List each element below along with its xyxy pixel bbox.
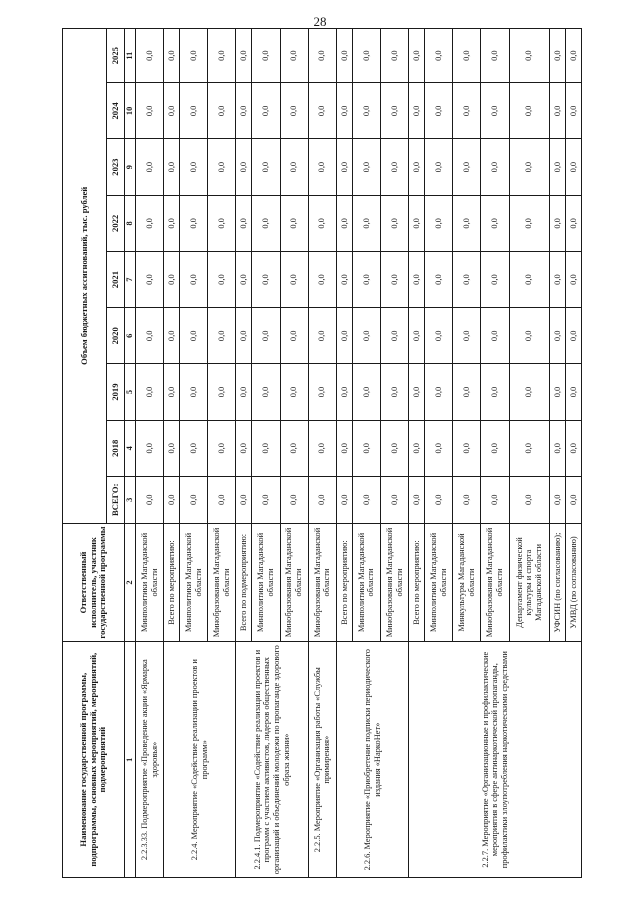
row-year-value: 0,0 [565, 308, 581, 364]
column-index: 8 [125, 195, 136, 251]
row-year-value: 0,0 [549, 83, 565, 139]
row-total-value: 0,0 [509, 476, 549, 523]
budget-table-region [62, 28, 582, 878]
row-year-value: 0,0 [336, 308, 352, 364]
row-year-value: 0,0 [381, 364, 409, 420]
row-year-value: 0,0 [280, 139, 308, 195]
row-year-value: 0,0 [352, 83, 380, 139]
row-year-value: 0,0 [308, 83, 336, 139]
row-year-value: 0,0 [565, 83, 581, 139]
row-year-value: 0,0 [481, 195, 509, 251]
row-year-value: 0,0 [425, 83, 453, 139]
row-year-value: 0,0 [409, 29, 425, 83]
header-executor: Ответственный исполнитель, участник государственной программы [63, 523, 125, 642]
row-year-value: 0,0 [208, 308, 236, 364]
row-year-value: 0,0 [308, 29, 336, 83]
row-year-value: 0,0 [409, 308, 425, 364]
row-year-value: 0,0 [164, 420, 180, 476]
table-row [236, 29, 252, 878]
table-row [164, 29, 180, 878]
header-budget-volume: Объем бюджетных ассигнований, тыс. рублей [63, 29, 107, 524]
row-year-value: 0,0 [136, 420, 164, 476]
column-index: 3 [125, 476, 136, 523]
row-year-value: 0,0 [453, 251, 481, 307]
row-year-value: 0,0 [252, 420, 280, 476]
table-row [308, 29, 336, 878]
row-year-value: 0,0 [164, 308, 180, 364]
table-row [336, 29, 352, 878]
header-year: 2024 [107, 83, 125, 139]
header-total: ВСЕГО: [107, 476, 125, 523]
column-index: 7 [125, 251, 136, 307]
row-total-value: 0,0 [549, 476, 565, 523]
row-total-value: 0,0 [481, 476, 509, 523]
row-year-value: 0,0 [136, 29, 164, 83]
row-year-value: 0,0 [164, 364, 180, 420]
row-year-value: 0,0 [481, 420, 509, 476]
row-year-value: 0,0 [180, 308, 208, 364]
row-measure-name: 2.2.3.33. Подмероприятие «Проведение акции «Ярмарка здоровья» [136, 642, 164, 878]
row-year-value: 0,0 [208, 139, 236, 195]
row-year-value: 0,0 [236, 29, 252, 83]
row-year-value: 0,0 [164, 251, 180, 307]
row-measure-name: 2.2.6. Мероприятие «Приобретение подписки периодического издания «НаркоНет» [336, 642, 408, 878]
row-year-value: 0,0 [136, 139, 164, 195]
row-year-value: 0,0 [164, 29, 180, 83]
row-year-value: 0,0 [425, 308, 453, 364]
page-number: 28 [313, 14, 327, 29]
row-year-value: 0,0 [136, 364, 164, 420]
row-year-value: 0,0 [549, 195, 565, 251]
row-year-value: 0,0 [565, 29, 581, 83]
row-year-value: 0,0 [180, 29, 208, 83]
row-year-value: 0,0 [453, 364, 481, 420]
row-year-value: 0,0 [352, 251, 380, 307]
row-year-value: 0,0 [308, 308, 336, 364]
row-year-value: 0,0 [481, 308, 509, 364]
header-year: 2020 [107, 308, 125, 364]
row-executor: Минполитики Магаданской области [136, 523, 164, 642]
row-executor: Минполитики Магаданской области [425, 523, 453, 642]
row-year-value: 0,0 [409, 195, 425, 251]
column-index: 1 [125, 642, 136, 878]
table-row [136, 29, 164, 878]
row-total-value: 0,0 [425, 476, 453, 523]
row-year-value: 0,0 [236, 139, 252, 195]
row-year-value: 0,0 [425, 251, 453, 307]
row-year-value: 0,0 [509, 29, 549, 83]
row-year-value: 0,0 [352, 364, 380, 420]
row-total-value: 0,0 [409, 476, 425, 523]
row-executor: Всего по подмероприятию: [236, 523, 252, 642]
row-year-value: 0,0 [208, 83, 236, 139]
row-year-value: 0,0 [509, 83, 549, 139]
row-year-value: 0,0 [280, 195, 308, 251]
row-year-value: 0,0 [352, 308, 380, 364]
row-year-value: 0,0 [336, 83, 352, 139]
row-year-value: 0,0 [549, 420, 565, 476]
row-year-value: 0,0 [409, 364, 425, 420]
header-year: 2025 [107, 29, 125, 83]
row-year-value: 0,0 [453, 29, 481, 83]
row-year-value: 0,0 [336, 251, 352, 307]
row-year-value: 0,0 [453, 420, 481, 476]
row-year-value: 0,0 [236, 83, 252, 139]
row-total-value: 0,0 [208, 476, 236, 523]
row-year-value: 0,0 [308, 139, 336, 195]
row-year-value: 0,0 [280, 364, 308, 420]
header-year: 2019 [107, 364, 125, 420]
row-year-value: 0,0 [481, 364, 509, 420]
row-total-value: 0,0 [308, 476, 336, 523]
row-year-value: 0,0 [481, 251, 509, 307]
row-year-value: 0,0 [252, 364, 280, 420]
row-total-value: 0,0 [136, 476, 164, 523]
row-executor: Всего по мероприятию: [336, 523, 352, 642]
row-year-value: 0,0 [236, 420, 252, 476]
row-year-value: 0,0 [180, 195, 208, 251]
row-year-value: 0,0 [381, 308, 409, 364]
row-executor: Минполитики Магаданской области [180, 523, 208, 642]
row-total-value: 0,0 [236, 476, 252, 523]
row-year-value: 0,0 [252, 195, 280, 251]
table-body [136, 29, 582, 878]
row-year-value: 0,0 [409, 139, 425, 195]
header-year: 2023 [107, 139, 125, 195]
row-executor: Всего по мероприятию: [409, 523, 425, 642]
row-year-value: 0,0 [208, 251, 236, 307]
row-year-value: 0,0 [509, 251, 549, 307]
header-name: Наименование государственной программы, подпрограммы, основных мероприятий, мероприятий, подмероприятий [63, 642, 125, 878]
row-year-value: 0,0 [180, 83, 208, 139]
row-year-value: 0,0 [549, 251, 565, 307]
row-year-value: 0,0 [136, 308, 164, 364]
row-year-value: 0,0 [409, 83, 425, 139]
row-year-value: 0,0 [352, 29, 380, 83]
row-year-value: 0,0 [425, 420, 453, 476]
row-year-value: 0,0 [409, 420, 425, 476]
row-total-value: 0,0 [336, 476, 352, 523]
row-year-value: 0,0 [252, 139, 280, 195]
row-year-value: 0,0 [136, 83, 164, 139]
row-year-value: 0,0 [381, 139, 409, 195]
row-year-value: 0,0 [208, 364, 236, 420]
row-year-value: 0,0 [453, 139, 481, 195]
row-total-value: 0,0 [453, 476, 481, 523]
row-year-value: 0,0 [180, 139, 208, 195]
row-year-value: 0,0 [549, 308, 565, 364]
row-measure-name: 2.2.7. Мероприятие «Организационные и профилактические мероприятия в сфере антинаркотической пропаганды, профилактики злоупотребления наркотическими средствами [409, 642, 582, 878]
row-year-value: 0,0 [236, 195, 252, 251]
row-year-value: 0,0 [565, 139, 581, 195]
row-year-value: 0,0 [136, 195, 164, 251]
row-year-value: 0,0 [565, 251, 581, 307]
row-year-value: 0,0 [180, 251, 208, 307]
row-year-value: 0,0 [308, 195, 336, 251]
column-index: 2 [125, 523, 136, 642]
row-executor: Минобразования Магаданской области [280, 523, 308, 642]
row-year-value: 0,0 [481, 83, 509, 139]
row-year-value: 0,0 [425, 364, 453, 420]
row-year-value: 0,0 [236, 308, 252, 364]
row-year-value: 0,0 [252, 29, 280, 83]
row-year-value: 0,0 [336, 420, 352, 476]
row-year-value: 0,0 [136, 251, 164, 307]
row-total-value: 0,0 [352, 476, 380, 523]
row-year-value: 0,0 [549, 139, 565, 195]
row-year-value: 0,0 [453, 308, 481, 364]
row-year-value: 0,0 [381, 251, 409, 307]
row-year-value: 0,0 [565, 195, 581, 251]
row-measure-name: 2.2.4. Мероприятие «Содействие реализации проектов и программ» [164, 642, 236, 878]
rotated-page-content [62, 28, 582, 878]
row-year-value: 0,0 [252, 308, 280, 364]
row-year-value: 0,0 [208, 195, 236, 251]
row-year-value: 0,0 [180, 420, 208, 476]
row-executor: Минобразования Магаданской области [208, 523, 236, 642]
header-year: 2018 [107, 420, 125, 476]
row-total-value: 0,0 [280, 476, 308, 523]
row-year-value: 0,0 [381, 195, 409, 251]
row-total-value: 0,0 [565, 476, 581, 523]
row-executor: Минполитики Магаданской области [252, 523, 280, 642]
budget-allocation-table [62, 28, 582, 878]
row-year-value: 0,0 [352, 420, 380, 476]
row-year-value: 0,0 [453, 83, 481, 139]
row-executor: Всего по мероприятию: [164, 523, 180, 642]
row-executor: Минполитики Магаданской области [352, 523, 380, 642]
row-year-value: 0,0 [164, 139, 180, 195]
column-index: 9 [125, 139, 136, 195]
row-year-value: 0,0 [549, 364, 565, 420]
row-executor: УМВД (по согласованию) [565, 523, 581, 642]
row-year-value: 0,0 [280, 29, 308, 83]
row-year-value: 0,0 [481, 139, 509, 195]
row-year-value: 0,0 [336, 364, 352, 420]
row-year-value: 0,0 [164, 195, 180, 251]
row-total-value: 0,0 [381, 476, 409, 523]
row-year-value: 0,0 [208, 29, 236, 83]
row-year-value: 0,0 [164, 83, 180, 139]
row-year-value: 0,0 [208, 420, 236, 476]
column-index: 6 [125, 308, 136, 364]
row-year-value: 0,0 [352, 139, 380, 195]
row-year-value: 0,0 [509, 195, 549, 251]
row-measure-name: 2.2.4.1. Подмероприятие «Содействие реализации проектов и программ с участием активистов, лидеров общественных организаций и объединений молодежи по пропаганде здорового образа жизни» [236, 642, 308, 878]
row-year-value: 0,0 [280, 308, 308, 364]
row-year-value: 0,0 [381, 29, 409, 83]
row-year-value: 0,0 [280, 83, 308, 139]
row-year-value: 0,0 [509, 139, 549, 195]
row-total-value: 0,0 [164, 476, 180, 523]
column-index: 11 [125, 29, 136, 83]
row-year-value: 0,0 [336, 29, 352, 83]
row-executor: УФСИН (по согласованию); [549, 523, 565, 642]
row-executor: Минобразования Магаданской области [481, 523, 509, 642]
row-executor: Минкультуры Магаданской области [453, 523, 481, 642]
row-year-value: 0,0 [509, 420, 549, 476]
row-executor: Минобразования Магаданской области [381, 523, 409, 642]
column-index: 4 [125, 420, 136, 476]
row-year-value: 0,0 [308, 251, 336, 307]
row-year-value: 0,0 [425, 195, 453, 251]
row-year-value: 0,0 [549, 29, 565, 83]
row-year-value: 0,0 [509, 364, 549, 420]
row-total-value: 0,0 [180, 476, 208, 523]
row-year-value: 0,0 [252, 251, 280, 307]
row-year-value: 0,0 [308, 364, 336, 420]
row-year-value: 0,0 [280, 251, 308, 307]
row-year-value: 0,0 [565, 364, 581, 420]
header-year: 2022 [107, 195, 125, 251]
header-year: 2021 [107, 251, 125, 307]
row-year-value: 0,0 [336, 139, 352, 195]
row-year-value: 0,0 [481, 29, 509, 83]
row-executor: Минобразования Магаданской области [308, 523, 336, 642]
row-year-value: 0,0 [236, 364, 252, 420]
row-year-value: 0,0 [308, 420, 336, 476]
row-year-value: 0,0 [425, 29, 453, 83]
row-year-value: 0,0 [352, 195, 380, 251]
table-row [409, 29, 425, 878]
row-year-value: 0,0 [425, 139, 453, 195]
row-year-value: 0,0 [453, 195, 481, 251]
row-year-value: 0,0 [381, 83, 409, 139]
row-measure-name: 2.2.5. Мероприятие «Организация работы «Службы примирения» [308, 642, 336, 878]
row-year-value: 0,0 [509, 308, 549, 364]
column-index: 10 [125, 83, 136, 139]
row-year-value: 0,0 [180, 364, 208, 420]
row-year-value: 0,0 [336, 195, 352, 251]
row-year-value: 0,0 [252, 83, 280, 139]
row-executor: Департамент физической культуры и спорта Магаданской области [509, 523, 549, 642]
row-year-value: 0,0 [565, 420, 581, 476]
row-year-value: 0,0 [236, 251, 252, 307]
row-total-value: 0,0 [252, 476, 280, 523]
row-year-value: 0,0 [409, 251, 425, 307]
column-index-row [125, 29, 136, 878]
column-index: 5 [125, 364, 136, 420]
row-year-value: 0,0 [381, 420, 409, 476]
row-year-value: 0,0 [280, 420, 308, 476]
